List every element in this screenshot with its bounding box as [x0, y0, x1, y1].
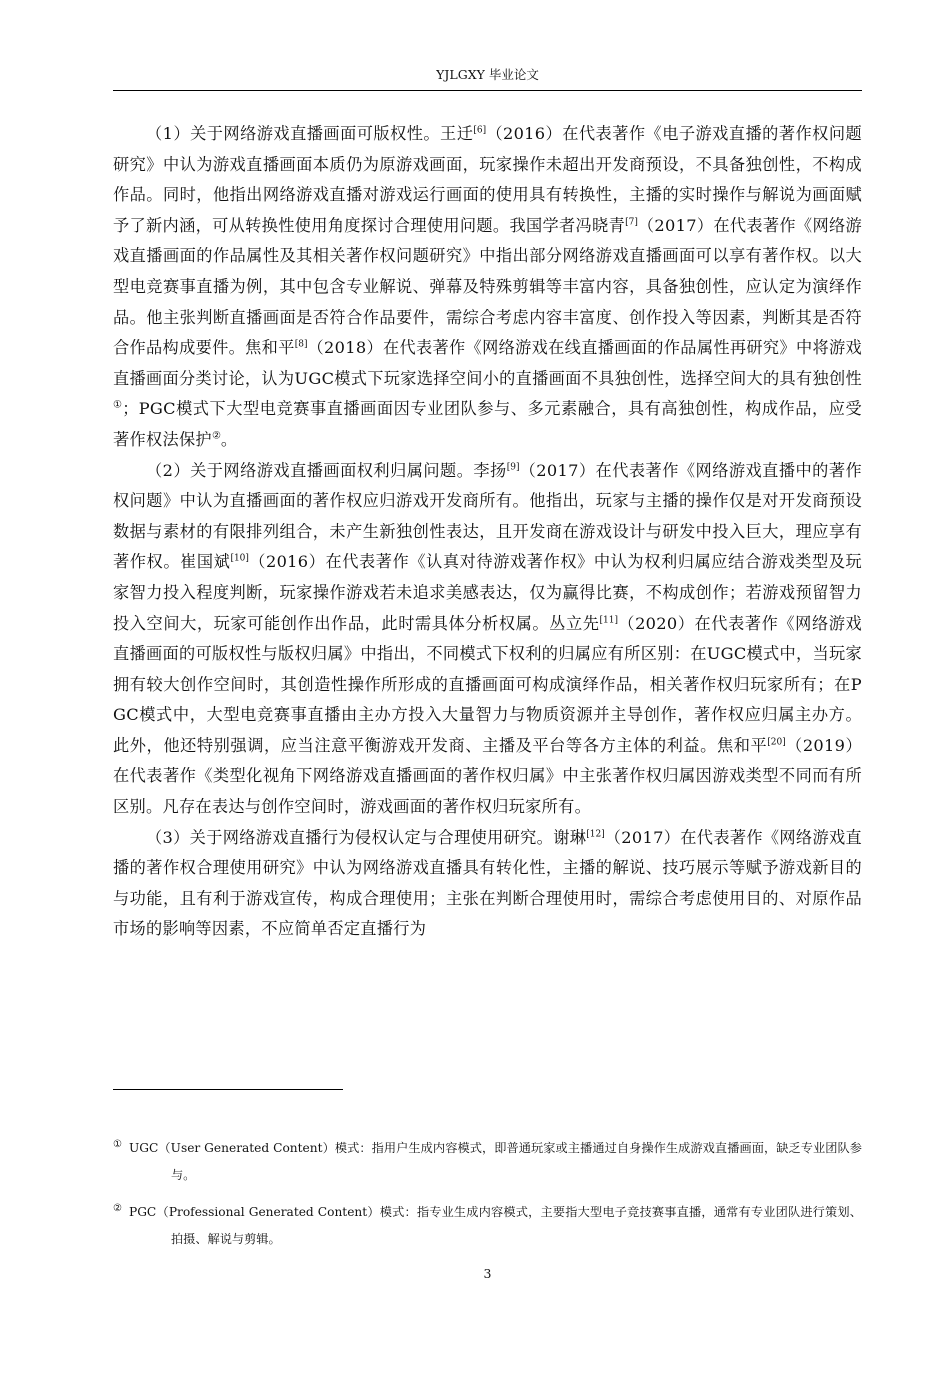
paragraph-text: （2016）在代表著作《电子游戏直播的著作权问题研究》中认为游戏直播画面本质仍为原游戏画面，玩家操作未超出开发商预设，不具备独创性，不构成作品。同时，他指出网络游戏直播对游戏运行画面的使用具有转换性，主播的实时操作与解说为画面赋予了新内涵，可从转换性使用角度探讨合理使用问题。我国学者冯晓青	[113, 124, 862, 235]
citation-ref: [20]	[767, 737, 786, 748]
footnotes	[113, 1135, 862, 1263]
paragraph-text: （2017）在代表著作《网络游戏直播画面的作品属性及其相关著作权问题研究》中指出部分网络游戏直播画面可以享有著作权。以大型电竞赛事直播为例，其中包含专业解说、弹幕及特殊剪辑等丰富内容，具备独创性，应认定为演绎作品。他主张判断直播画面是否符合作品要件，需综合考虑内容丰富度、创作投入等因素，判断其是否符合作品构成要件。焦和平	[113, 215, 862, 358]
footnote	[113, 1135, 862, 1189]
paragraph-text: （2017）在代表著作《网络游戏直播的著作权合理使用研究》中认为网络游戏直播具有转化性，主播的解说、技巧展示等赋予游戏新目的与功能，且有利于游戏宣传，构成合理使用；主张在判断合理使用时，需综合考虑使用目的、对原作品市场的影响等因素，不应简单否定直播行为	[113, 827, 862, 939]
citation-ref: [12]	[586, 829, 605, 840]
citation-ref: [7]	[625, 217, 638, 228]
paragraph-text: （2019）在代表著作《类型化视角下网络游戏直播画面的著作权归属》中主张著作权归属因游戏类型不同而有所区别。凡存在表达与创作空间时，游戏画面的著作权归玩家所有。	[113, 735, 863, 817]
body-text	[113, 119, 862, 945]
paragraph-text: （2020）在代表著作《网络游戏直播画面的可版权性与版权归属》中指出，不同模式下权利的归属应有所区别：在UGC模式中，当玩家拥有较大创作空间时，其创造性操作所形成的直播画面可构成演绎作品，相关著作权归玩家所有；在PGC模式中，大型电竞赛事直播由主办方投入大量智力与物质资源并主导创作，著作权应归属主办方。此外，他还特别强调，应当注意平衡游戏开发商、主播及平台等各方主体的利益。焦和平	[113, 613, 862, 755]
citation-ref: [9]	[506, 462, 520, 473]
header-rule	[113, 90, 862, 91]
paragraph-text: （2017）在代表著作《网络游戏直播中的著作权问题》中认为直播画面的著作权应归游戏开发商所有。他指出，玩家与主播的操作仅是对开发商预设数据与素材的有限排列组合，未产生新独创性表达，且开发商在游戏设计与研发中投入巨大，理应享有著作权。崔国斌	[113, 460, 862, 572]
paragraph-text: （2016）在代表著作《认真对待游戏著作权》中认为权利归属应结合游戏类型及玩家智力投入程度判断，玩家操作游戏若未追求美感表达，仅为赢得比赛，不构成创作；若游戏预留智力投入空间大，玩家可能创作出作品，此时需具体分析权属。丛立先	[113, 552, 862, 633]
footnote-ref: ②	[211, 430, 221, 442]
body-paragraph	[113, 119, 862, 456]
footnote-mark: ②	[113, 1203, 122, 1214]
paragraph-text: 。	[220, 429, 238, 449]
footnote-text: UGC（User Generated Content）模式：指用户生成内容模式，即普通玩家或主播通过自身操作生成游戏直播画面，缺乏专业团队参与。	[129, 1141, 862, 1182]
paragraph-text: （2）关于网络游戏直播画面权利归属问题。李扬	[146, 460, 507, 480]
citation-ref: [8]	[294, 339, 308, 350]
paragraph-text: （3）关于网络游戏直播行为侵权认定与合理使用研究。谢琳	[146, 827, 587, 847]
footnote-mark: ①	[113, 1139, 122, 1150]
body-paragraph	[113, 456, 862, 823]
citation-ref: [10]	[230, 553, 249, 564]
paragraph-text: ；PGC模式下大型电竞赛事直播画面因专业团队参与、多元素融合，具有高独创性，构成作品，应受著作权法保护	[113, 399, 862, 449]
footnote-text: PGC（Professional Generated Content）模式：指专业生成内容模式，主要指大型电子竞技赛事直播，通常有专业团队进行策划、拍摄、解说与剪辑。	[129, 1205, 862, 1246]
citation-ref: [11]	[599, 615, 618, 626]
footnote-separator	[113, 1089, 343, 1090]
paragraph-text: （1）关于网络游戏直播画面可版权性。王迁	[146, 124, 474, 143]
footnote	[113, 1199, 862, 1253]
running-header: YJLGXY 毕业论文	[436, 67, 539, 82]
footnote-ref: ①	[113, 399, 123, 411]
citation-ref: [6]	[473, 125, 487, 136]
page-number: 3	[483, 1266, 492, 1281]
paragraph-text: （2018）在代表著作《网络游戏在线直播画面的作品属性再研究》中将游戏直播画面分类讨论，认为UGC模式下玩家选择空间小的直播画面不具独创性，选择空间大的具有独创性	[113, 338, 862, 388]
body-paragraph	[113, 823, 862, 945]
